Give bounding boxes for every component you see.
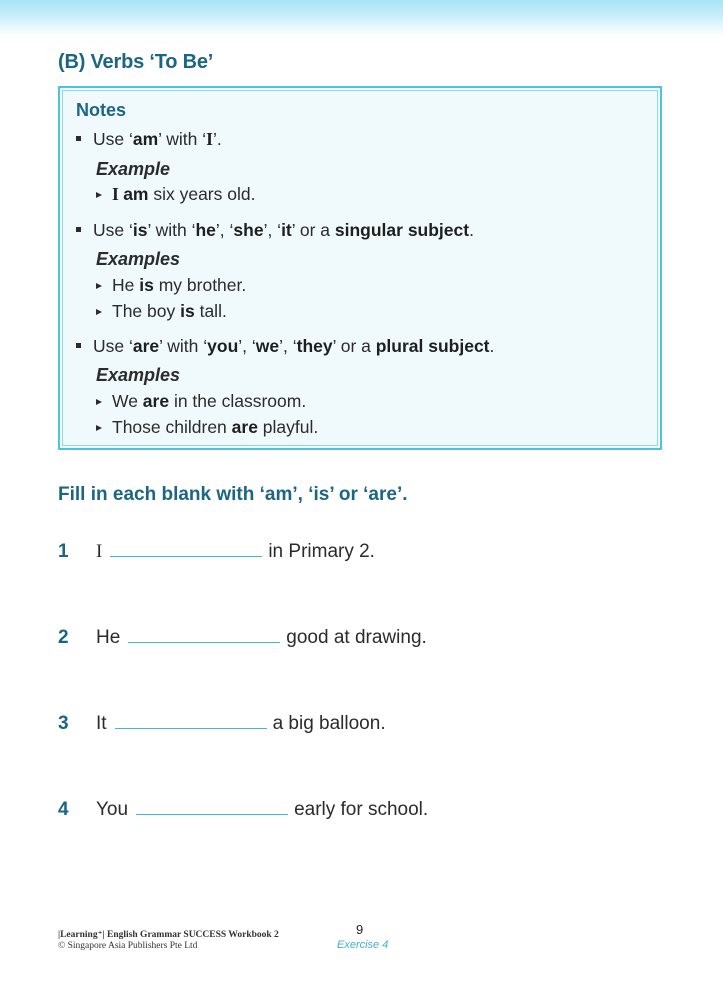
notes-title: Notes xyxy=(76,100,127,120)
example-keyword: are xyxy=(142,391,170,411)
example-line xyxy=(96,275,246,296)
answer-blank[interactable] xyxy=(136,813,288,815)
rule-is xyxy=(76,220,474,241)
rule-text: ’ or a xyxy=(291,220,335,240)
notes-box xyxy=(58,86,662,450)
question-2 xyxy=(58,627,427,649)
triangle-bullet-icon xyxy=(96,192,102,198)
rule-text: ’, ‘ xyxy=(215,220,234,240)
question-text-after: in Primary 2. xyxy=(268,541,375,562)
example-text: tall. xyxy=(194,301,227,321)
rule-am xyxy=(76,129,222,150)
example-heading: Examples xyxy=(96,365,181,385)
example-text: my brother. xyxy=(153,275,247,295)
question-1 xyxy=(58,541,375,563)
question-text-after: good at drawing. xyxy=(286,627,427,648)
example-keyword: am xyxy=(123,184,149,204)
rule-keyword: am xyxy=(132,129,159,149)
rule-text: ’ with ‘ xyxy=(158,129,207,149)
question-4 xyxy=(58,799,428,821)
question-text-before: You xyxy=(96,799,129,820)
rule-keyword: they xyxy=(296,336,333,356)
example-text: The boy xyxy=(112,301,181,321)
exercise-label: Exercise 4 xyxy=(337,939,389,951)
answer-blank[interactable] xyxy=(128,641,280,643)
triangle-bullet-icon xyxy=(96,283,102,289)
rule-text: Use ‘ xyxy=(93,336,133,356)
exercise-instruction: Fill in each blank with ‘am’, ‘is’ or ‘are’. xyxy=(58,484,408,505)
rule-text: Use ‘ xyxy=(93,220,133,240)
rule-keyword: are xyxy=(132,336,160,356)
square-bullet-icon xyxy=(76,227,81,232)
rule-text: ’ or a xyxy=(332,336,376,356)
page-number: 9 xyxy=(356,922,364,937)
example-line xyxy=(96,391,306,412)
question-text-after: a big balloon. xyxy=(272,713,386,734)
rule-are xyxy=(76,336,494,357)
example-text: He xyxy=(112,275,140,295)
answer-blank[interactable] xyxy=(115,727,267,729)
rule-text: ’ with ‘ xyxy=(159,336,208,356)
example-text: I xyxy=(112,184,124,204)
footer-credits xyxy=(58,930,279,952)
rule-text: ’ with ‘ xyxy=(147,220,196,240)
example-keyword: are xyxy=(231,417,258,437)
example-text: playful. xyxy=(257,417,319,437)
rule-text: . xyxy=(489,336,495,356)
question-text-before: It xyxy=(96,713,107,734)
rule-text: Use ‘ xyxy=(93,129,133,149)
rule-keyword: you xyxy=(207,336,239,356)
example-text: six years old. xyxy=(148,184,256,204)
rule-keyword: is xyxy=(132,220,148,240)
question-number: 3 xyxy=(58,713,69,734)
question-number: 1 xyxy=(58,541,69,562)
rule-keyword: we xyxy=(255,336,280,356)
question-number: 2 xyxy=(58,627,69,648)
square-bullet-icon xyxy=(76,343,81,348)
example-text: Those children xyxy=(112,417,232,437)
question-number: 4 xyxy=(58,799,69,820)
rule-text: . xyxy=(469,220,474,240)
book-title: |Learning⁺| English Grammar SUCCESS Workbook 2 xyxy=(58,930,279,940)
triangle-bullet-icon xyxy=(96,309,102,315)
question-text-after: early for school. xyxy=(294,799,429,820)
rule-text: ’, ‘ xyxy=(279,336,297,356)
question-text-before: I xyxy=(96,541,103,562)
example-line xyxy=(96,301,227,322)
rule-keyword: singular subject xyxy=(334,220,470,240)
example-heading: Example xyxy=(96,159,171,179)
rule-keyword: he xyxy=(195,220,216,240)
example-text: in the classroom. xyxy=(169,391,307,411)
example-keyword: is xyxy=(139,275,154,295)
rule-keyword: she xyxy=(233,220,264,240)
rule-keyword: I xyxy=(206,129,213,149)
example-heading: Examples xyxy=(96,249,181,269)
question-text-before: He xyxy=(96,627,121,648)
rule-keyword: plural subject xyxy=(375,336,490,356)
header-gradient-band xyxy=(0,0,723,36)
section-title: (B) Verbs ‘To Be’ xyxy=(58,51,214,73)
rule-text: ’. xyxy=(212,129,222,149)
square-bullet-icon xyxy=(76,136,81,141)
copyright: © Singapore Asia Publishers Pte Ltd xyxy=(58,941,198,951)
example-line xyxy=(96,417,318,438)
answer-blank[interactable] xyxy=(110,555,262,557)
triangle-bullet-icon xyxy=(96,425,102,431)
example-keyword: is xyxy=(180,301,195,321)
rule-keyword: it xyxy=(281,220,292,240)
example-line xyxy=(96,184,255,205)
rule-text: ’, ‘ xyxy=(238,336,256,356)
example-text: We xyxy=(112,391,143,411)
triangle-bullet-icon xyxy=(96,399,102,405)
rule-text: ’, ‘ xyxy=(263,220,282,240)
question-3 xyxy=(58,713,386,735)
